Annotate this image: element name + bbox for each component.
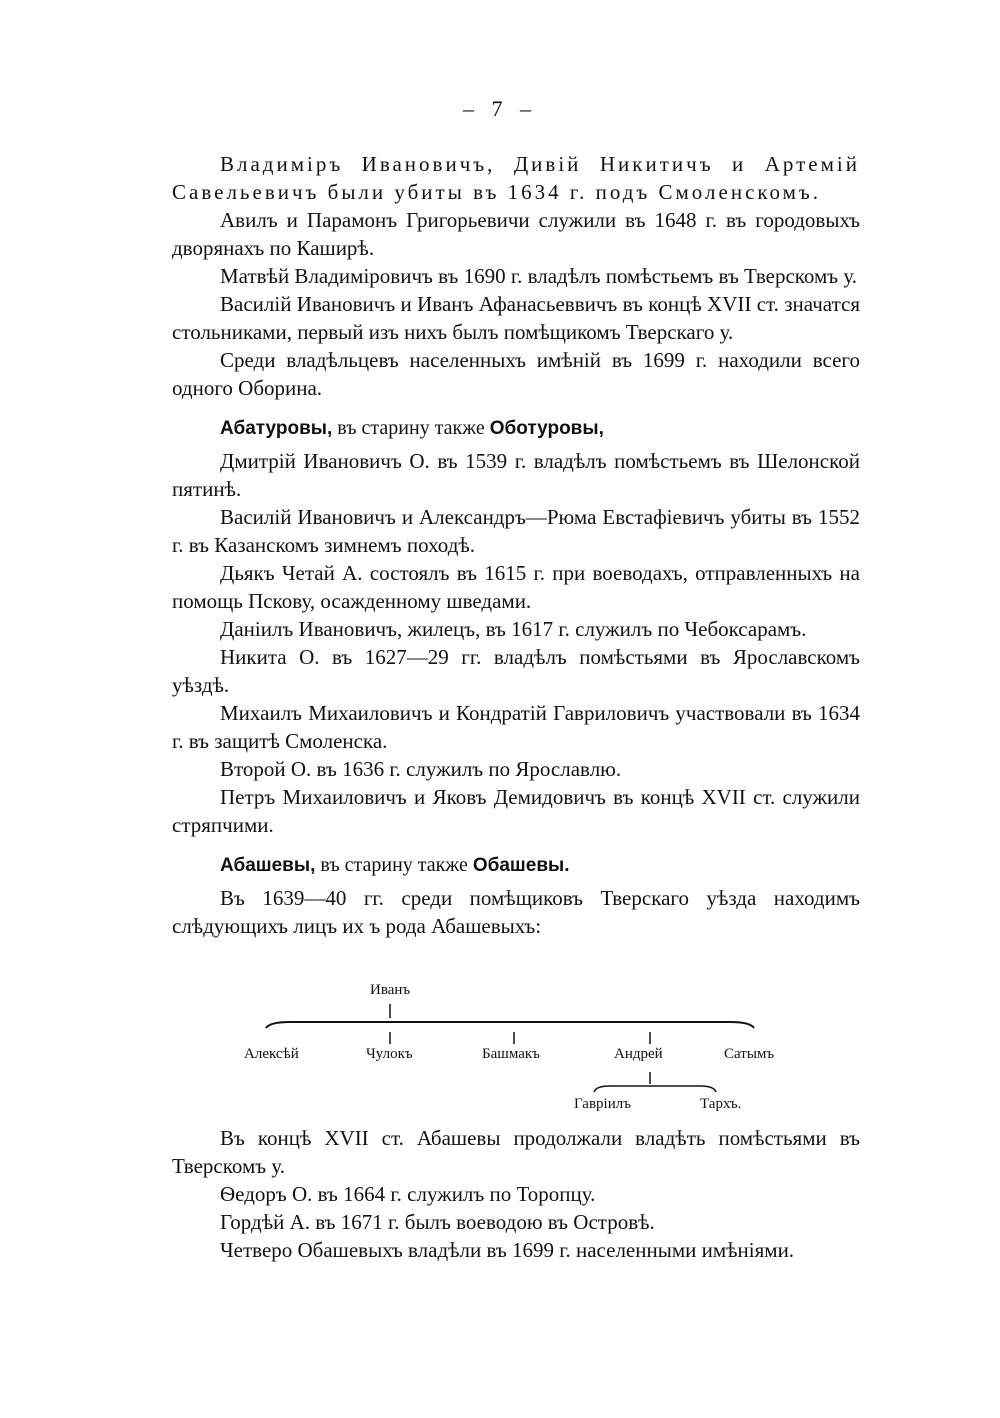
paragraph-intro: Въ 1639—40 гг. среди помѣщиковъ Тверскаго уѣзда находимъ слѣдующихъ лицъ их ъ рода Абашевыхъ: bbox=[172, 886, 860, 938]
paragraph: Ѳедоръ О. въ 1664 г. служилъ по Торопцу. bbox=[220, 1182, 596, 1206]
paragraph: Матвѣй Владиміровичъ въ 1690 г. владѣлъ помѣстьемъ въ Тверскомъ у. bbox=[220, 264, 858, 288]
paragraph: Дмитрій Ивановичъ О. въ 1539 г. владѣлъ помѣстьемъ въ Шелонской пятинѣ. bbox=[172, 449, 860, 501]
paragraph: Владиміръ Ивановичъ, Дивій Никитичъ и Артемій Савельевичъ были убиты въ 1634 г. подъ Смоленскомъ. bbox=[172, 152, 860, 204]
tree-child: Башмакъ bbox=[482, 1046, 540, 1062]
tree-root: Иванъ bbox=[370, 982, 411, 998]
paragraph: Василій Ивановичъ и Александръ—Рюма Евстафіевичъ убиты въ 1552 г. въ Казанскомъ зимнемъ походѣ. bbox=[172, 505, 860, 557]
paragraph: Михаилъ Михаиловичъ и Кондратій Гавриловичъ участвовали въ 1634 г. въ защитѣ Смоленска. bbox=[172, 701, 860, 753]
paragraph: Даніилъ Ивановичъ, жилецъ, въ 1617 г. служилъ по Чебоксарамъ. bbox=[220, 617, 807, 641]
section-3-continued bbox=[172, 1124, 860, 1264]
section-heading-abashevy bbox=[172, 851, 860, 880]
heading-text: въ старину также bbox=[315, 854, 473, 876]
heading-alt: Обашевы. bbox=[472, 855, 570, 876]
heading-name: Абашевы, bbox=[220, 855, 316, 876]
heading-name: Абатуровы, bbox=[220, 418, 333, 439]
tree-grandchild: Гавріилъ bbox=[574, 1096, 631, 1112]
paragraph: Среди владѣльцевъ населенныхъ имѣній въ 1699 г. находили всего одного Оборина. bbox=[172, 348, 860, 400]
tree-child: Алексѣй bbox=[244, 1046, 299, 1062]
tree-grandchild: Тархъ. bbox=[700, 1096, 742, 1112]
tree-child: Андрей bbox=[614, 1046, 663, 1062]
heading-alt: Оботуровы, bbox=[489, 418, 604, 439]
tree-child: Сатымъ bbox=[724, 1046, 775, 1062]
paragraph: Василій Ивановичъ и Иванъ Афанасьеввичъ въ концѣ XVII ст. значатся стольниками, первый изъ нихъ былъ помѣщикомъ Тверскаго у. bbox=[172, 292, 860, 344]
heading-text: въ старину также bbox=[332, 417, 490, 439]
paragraph: Въ концѣ XVII ст. Абашевы продолжали владѣть помѣстьями въ Тверскомъ у. bbox=[172, 1126, 860, 1178]
section-1 bbox=[172, 150, 860, 940]
tree-child: Чулокъ bbox=[366, 1046, 413, 1062]
paragraph: Петръ Михаиловичъ и Яковъ Демидовичъ въ концѣ XVII ст. служили стряпчими. bbox=[172, 785, 860, 837]
section-heading-abaturovy bbox=[172, 414, 860, 443]
paragraph: Дьякъ Четай А. состоялъ въ 1615 г. при воеводахъ, отправленныхъ на помощь Пскову, осажденному шведами. bbox=[172, 561, 860, 613]
paragraph: Второй О. въ 1636 г. служилъ по Ярославлю. bbox=[220, 757, 622, 781]
paragraph: Авилъ и Парамонъ Григорьевичи служили въ 1648 г. въ городовыхъ дворянахъ по Каширѣ. bbox=[172, 208, 860, 260]
genealogy-tree bbox=[230, 978, 790, 1118]
paragraph: Гордѣй А. въ 1671 г. былъ воеводою въ Островѣ. bbox=[220, 1210, 655, 1234]
paragraph: Никита О. въ 1627—29 гг. владѣлъ помѣстьями въ Ярославскомъ уѣздѣ. bbox=[172, 645, 860, 697]
page-number: – 7 – bbox=[463, 96, 537, 121]
paragraph: Четверо Обашевыхъ владѣли въ 1699 г. населенными имѣніями. bbox=[220, 1238, 795, 1262]
